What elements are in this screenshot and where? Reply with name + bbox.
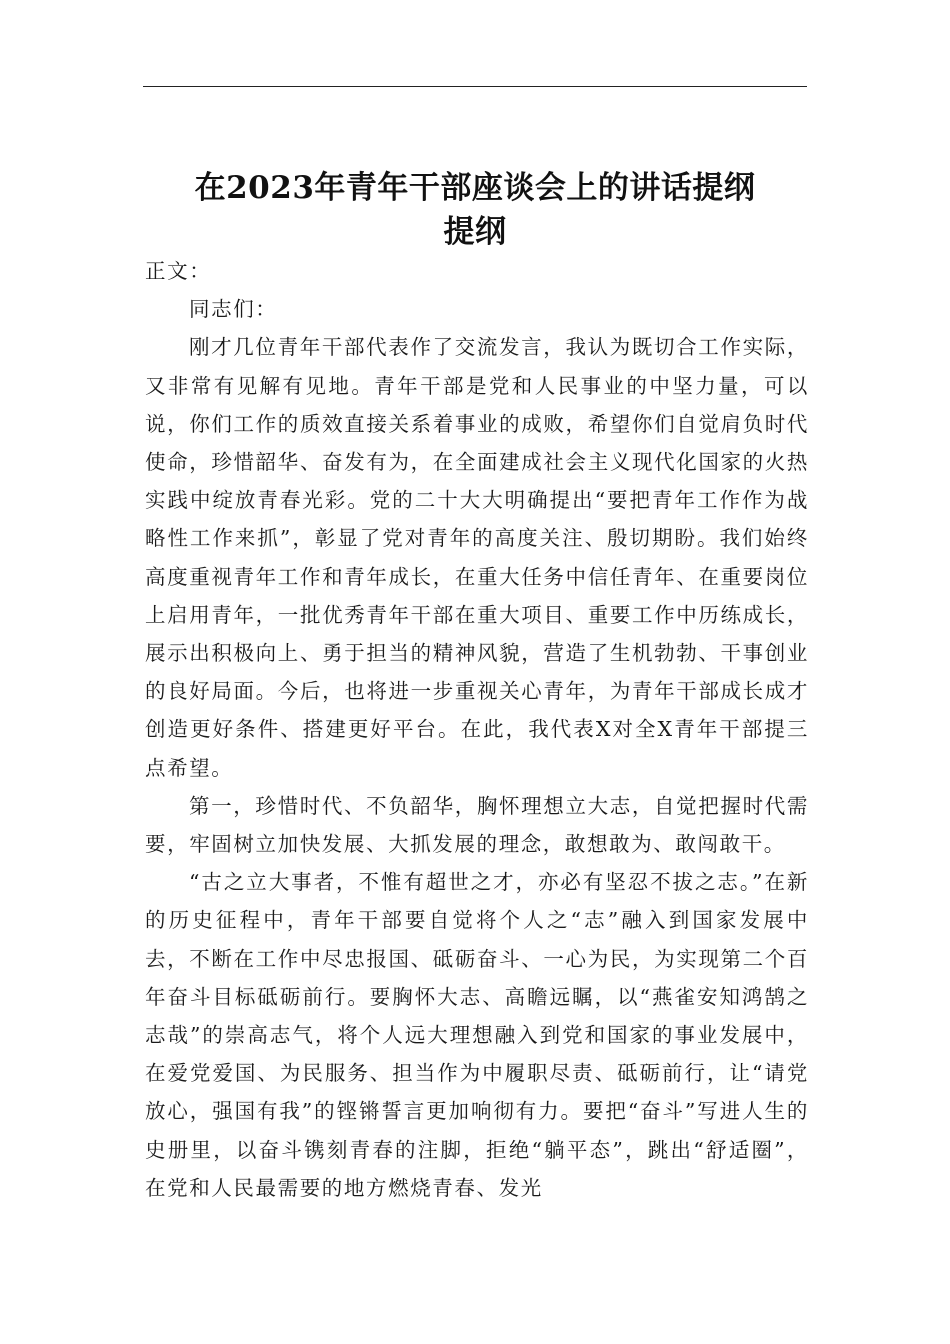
salutation: 同志们： <box>189 297 278 322</box>
body-paragraph: “古之立大事者，不惟有超世之才，亦必有坚忍不拔之志。”在新的历史征程中，青年干部要自觉将个人之“志”融入到国家发展中去，不断在工作中尽忠报国、砥砺奋斗、一心为民，为实现第二个百年奋斗目标砥砺前行。要胸怀大志、高瞻远瞩，以“燕雀安知鸿鹄之志哉”的崇高志气，将个人远大理想融入到党和国家的事业发展中，在爱党爱国、为民服务、担当作为中履职尽责、砥砺前行，让“请党放心，强国有我”的铿锵誓言更加响彻有力。要把“奋斗”写进人生的史册里，以奋斗镌刻青春的注脚，拒绝“躺平态”，跳出“舒适圈”，在党和人民最需要的地方燃烧青春、发光 <box>145 870 809 1200</box>
document-title <box>143 166 807 254</box>
header-rule <box>143 86 807 87</box>
title-line-1: 在2023年青年干部座谈会上的讲话提纲 <box>194 170 756 206</box>
document-body <box>145 252 809 1207</box>
body-paragraph: 第一，珍惜时代、不负韶华，胸怀理想立大志，自觉把握时代需要，牢固树立加快发展、大抓发展的理念，敢想敢为、敢闯敢干。 <box>145 793 809 857</box>
body-paragraph: 刚才几位青年干部代表作了交流发言，我认为既切合工作实际，又非常有见解有见地。青年干部是党和人民事业的中坚力量，可以说，你们工作的质效直接关系着事业的成败，希望你们自觉肩负时代使命，珍惜韶华、奋发有为，在全面建成社会主义现代化国家的火热实践中绽放青春光彩。党的二十大大明确提出“要把青年工作作为战略性工作来抓”，彰显了党对青年的高度关注、殷切期盼。我们始终高度重视青年工作和青年成长，在重大任务中信任青年、在重要岗位上启用青年，一批优秀青年干部在重大项目、重要工作中历练成长，展示出积极向上、勇于担当的精神风貌，营造了生机勃勃、干事创业的良好局面。今后，也将进一步重视关心青年，为青年干部成长成才创造更好条件、搭建更好平台。在此，我代表X对全X青年干部提三点希望。 <box>145 335 809 780</box>
title-line-2: 提纲 <box>443 214 507 250</box>
section-label: 正文： <box>145 259 212 283</box>
